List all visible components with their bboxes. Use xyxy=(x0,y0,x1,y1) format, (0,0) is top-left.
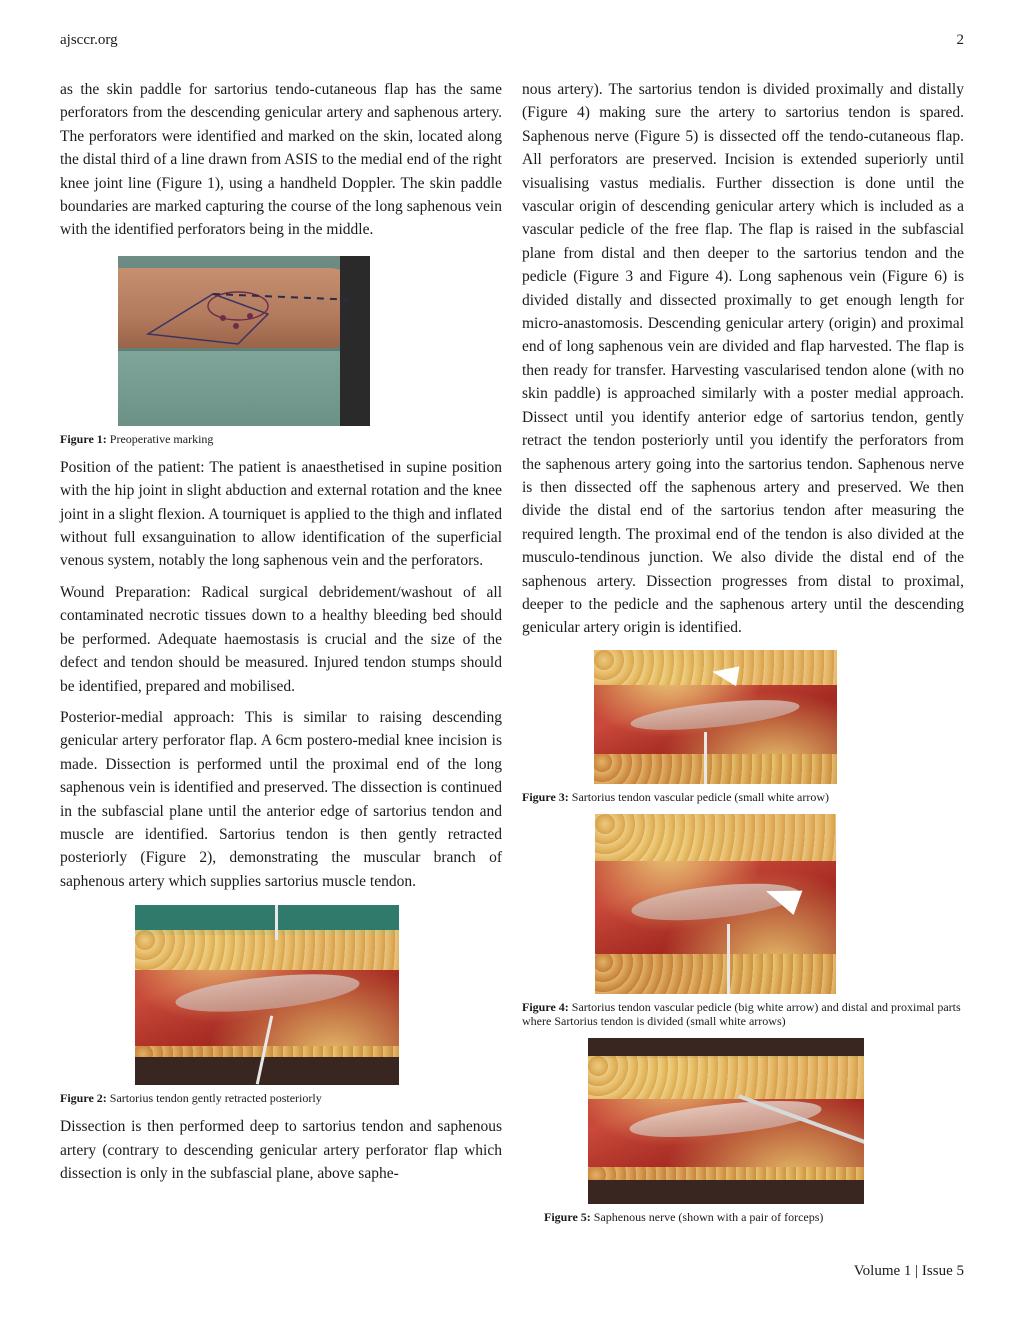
figure-2-label: Figure 2: xyxy=(60,1091,107,1106)
paragraph-skin-paddle: as the skin paddle for sartorius tendo-cutaneous flap has the same perforators from the descending genicular artery and saphenous artery. The perforators were identified and marked on the skin, located along the distal third of a line drawn from ASIS to the medial end of the right knee joint line (Figure 1), using a handheld Doppler. The skin paddle boundaries are marked capturing the course of the long saphenous vein with the identified perforators being in the middle. xyxy=(60,81,502,239)
paragraph-harvesting: nous artery). The sartorius tendon is divided proximally and distally (Figure 4) making sure the artery to sartorius tendon is spared. Saphenous nerve (Figure 5) is dissected off the tendo-cutaneous flap. All perforators are preserved. Incision is extended superiorly until visualising vastus medialis. Further dissection is done until the vascular origin of descending genicular artery which is included as a vascular pedicle of the free flap. The flap is raised in the subfascial plane from distal and then deeper to the sartorius tendon and the pedicle (Figure 3 and Figure 4). Long saphenous vein (Figure 6) is divided distally and dissected proximally to get enough length for micro-anastomosis. Descending genicular artery (origin) and proximal end of long saphenous vein are divided and flap harvested. The flap is then ready for transfer. Harvesting vascularised tendon alone (with no skin paddle) is approached similarly with a poster medial approach. Dissect until you identify anterior edge of sartorius tendon, gently retract the tendon posteriorly until you identify the perforators from the saphenous artery going into the sartorius tendon. Saphenous nerve is then dissected off the saphenous artery and preserved. We then divide the distal end of the sartorius tendon after measuring the required length. The proximal end of the tendon is also divided at the musculo-tendinous junction. We also divide the distal end of the saphenous artery. Dissection progresses from distal to proximal, deeper to the pedicle and the saphenous artery until the descending genicular artery origin is identified. xyxy=(522,81,964,637)
figure-4-photo xyxy=(595,814,836,994)
figure-4-caption xyxy=(522,1000,964,1028)
running-header-site: ajsccr.org xyxy=(60,32,118,48)
fat-tissue-top xyxy=(588,1056,864,1099)
figure-5-photo xyxy=(588,1038,864,1204)
dark-skin xyxy=(135,1057,399,1085)
figure-5-caption-text: Saphenous nerve (shown with a pair of forceps) xyxy=(593,1209,824,1224)
figure-3-caption-text: Sartorius tendon vascular pedicle (small white arrow) xyxy=(571,789,830,804)
paragraph-wound-preparation: Wound Preparation: Radical surgical debridement/washout of all contaminated necrotic tissues down to a healthy bleeding bed should be performed. Adequate haemostasis is crucial and the size of the defect and tendon should be measured. Injured tendon stumps should be identified, prepared and mobilised. xyxy=(60,583,502,695)
figure-4-caption-text: Sartorius tendon vascular pedicle (big white arrow) and distal and proximal parts where Sartorius tendon is divided (small white arrows) xyxy=(522,999,961,1028)
retractor xyxy=(727,924,730,994)
figure-3-caption xyxy=(522,790,964,804)
figure-2-photo xyxy=(135,905,399,1085)
figure-2-caption xyxy=(60,1091,502,1105)
figure-3-photo xyxy=(594,650,837,784)
figure-1-caption xyxy=(60,432,502,446)
paragraph-posterior-medial: Posterior-medial approach: This is similar to raising descending genicular artery perforator flap. A 6cm postero-medial knee incision is made. Dissection is performed until the proximal end of the long saphenous vein is identified and preserved. The dissection is continued in the subfascial plane until the anterior edge of sartorius tendon and muscle are identified. Sartorius tendon is then gently retracted posteriorly (Figure 2), demonstrating the muscular branch of saphenous artery which supplies sartorius muscle tendon. xyxy=(60,708,502,890)
preoperative-marking-lines xyxy=(118,256,370,426)
dark-skin-bottom xyxy=(588,1180,864,1204)
white-arrow xyxy=(710,662,739,686)
figure-5-caption xyxy=(544,1210,964,1224)
retractor-top xyxy=(275,905,278,940)
right-column xyxy=(522,78,964,1234)
tendon-shape xyxy=(628,1094,823,1144)
tendon-shape xyxy=(173,968,360,1020)
fat-tissue-bottom xyxy=(594,754,837,783)
paragraph-dissection: Dissection is then performed deep to sartorius tendon and saphenous artery (contrary to descending genicular artery perforator flap which dissection is only in the subfascial plane, above saphe- xyxy=(60,1118,502,1182)
footer-volume-issue: Volume 1 | Issue 5 xyxy=(853,1263,964,1279)
fat-tissue-top xyxy=(595,814,836,861)
page-number: 2 xyxy=(956,32,964,48)
figure-1-label: Figure 1: xyxy=(60,431,107,446)
dark-skin xyxy=(588,1038,864,1058)
figure-1-caption-text: Preoperative marking xyxy=(109,431,214,446)
fat-tissue-top xyxy=(135,930,399,970)
figure-3-label: Figure 3: xyxy=(522,789,569,804)
figure-5-label: Figure 5: xyxy=(544,1209,591,1224)
figure-4-label: Figure 4: xyxy=(522,999,569,1014)
figure-2-caption-text: Sartorius tendon gently retracted posteriorly xyxy=(109,1091,322,1106)
left-column xyxy=(60,78,502,1193)
paragraph-position: Position of the patient: The patient is anaesthetised in supine position with the hip joint in slight abduction and external rotation and the knee joint in a slight flexion. A tourniquet is applied to the thigh and inflated without full exsanguination to allow identification of the superficial venous system, notably the long saphenous vein and the perforators. xyxy=(60,458,502,570)
tendon-shape xyxy=(630,695,802,737)
figure-1-photo xyxy=(118,256,370,426)
fat-tissue-bottom xyxy=(595,954,836,994)
retractor xyxy=(704,732,707,784)
